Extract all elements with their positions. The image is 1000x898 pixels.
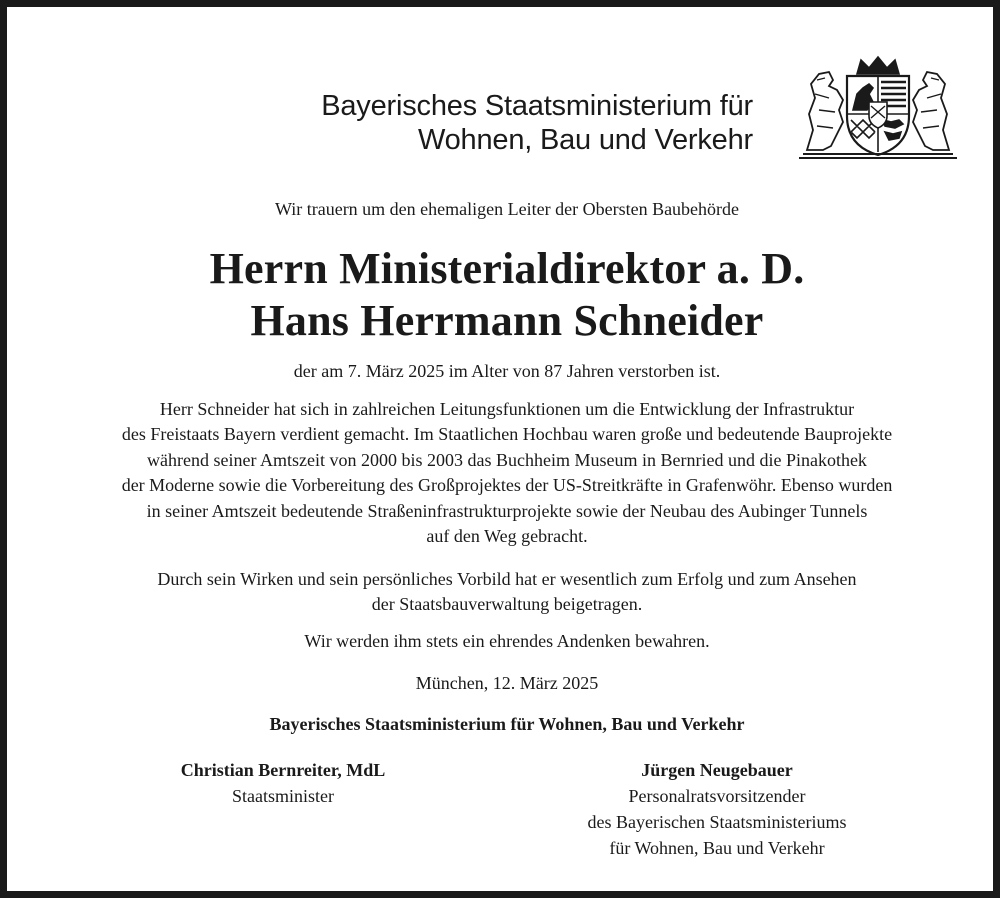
death-date-line: der am 7. März 2025 im Alter von 87 Jahren verstorben ist. bbox=[293, 361, 721, 381]
paragraph-line: des Freistaats Bayern verdient gemacht. Im Staatlichen Hochbau waren große und bedeutende Bauprojekte bbox=[121, 424, 893, 445]
signatory-role: Staatsminister bbox=[232, 786, 334, 806]
paragraph-line: in seiner Amtszeit bedeutende Straßeninfrastrukturprojekte sowie der Neubau des Aubinger Tunnels bbox=[146, 500, 868, 521]
paragraph-line: Herr Schneider hat sich in zahlreichen Leitungsfunktionen um die Entwicklung der Infrastruktur bbox=[159, 399, 855, 419]
signatory-name: Jürgen Neugebauer bbox=[641, 760, 793, 780]
paragraph-line: Durch sein Wirken und sein persönliches Vorbild hat er wesentlich zum Erfolg und zum Ansehen bbox=[157, 569, 857, 589]
signatory-role: für Wohnen, Bau und Verkehr bbox=[609, 838, 825, 858]
signatory-role: des Bayerischen Staatsministeriums bbox=[587, 812, 847, 832]
tribute-paragraph-2 bbox=[7, 567, 1000, 618]
signature-staff-council bbox=[567, 757, 867, 861]
issuing-organization: Bayerisches Staatsministerium für Wohnen, Bau und Verkehr bbox=[269, 714, 745, 734]
bavarian-coat-of-arms-icon bbox=[799, 54, 957, 158]
paragraph-line: während seiner Amtszeit von 2000 bis 2003 das Buchheim Museum in Bernried und die Pinakothek bbox=[147, 449, 867, 470]
place-date: München, 12. März 2025 bbox=[415, 673, 599, 693]
signature-minister bbox=[133, 757, 433, 809]
signatory-name: Christian Bernreiter, MdL bbox=[180, 760, 386, 780]
deceased-title-line: Herrn Ministerialdirektor a. D. bbox=[209, 244, 805, 293]
tribute-paragraph-1 bbox=[7, 397, 1000, 549]
paragraph-line: der Moderne sowie die Vorbereitung des Großprojektes der US-Streitkräfte in Grafenwöhr. Ebenso wurden bbox=[121, 475, 893, 496]
paragraph-line: auf den Weg gebracht. bbox=[426, 526, 588, 547]
ministry-name-line1: Bayerisches Staatsministerium für bbox=[321, 90, 753, 122]
deceased-name-line: Hans Herrmann Schneider bbox=[250, 296, 764, 345]
ministry-name-line2: Wohnen, Bau und Verkehr bbox=[417, 124, 753, 156]
ministry-header bbox=[321, 89, 753, 157]
mourning-intro: Wir trauern um den ehemaligen Leiter der Obersten Baubehörde bbox=[274, 199, 740, 219]
deceased-name-block bbox=[7, 243, 1000, 347]
remembrance-line: Wir werden ihm stets ein ehrendes Andenken bewahren. bbox=[304, 631, 710, 651]
crest-underline bbox=[799, 157, 957, 159]
signatory-role: Personalratsvorsitzender bbox=[628, 786, 806, 806]
paragraph-line: der Staatsbauverwaltung beigetragen. bbox=[371, 594, 643, 615]
